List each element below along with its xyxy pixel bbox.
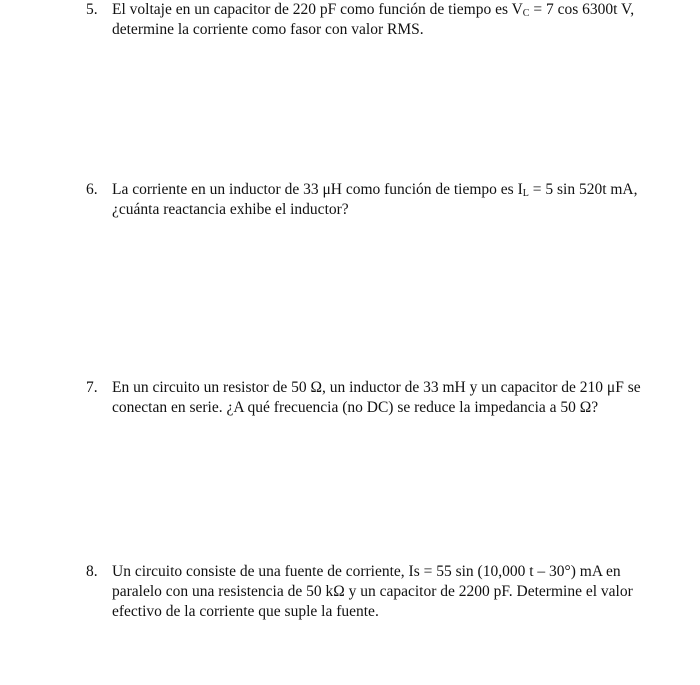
problem-text — [112, 180, 656, 220]
problem-number: 5. — [86, 1, 98, 18]
problem-number: 6. — [86, 181, 98, 198]
problem-line: efectivo de la corriente que suple la fuente. — [112, 603, 379, 620]
problem-line: paralelo con una resistencia de 50 kΩ y un capacitor de 2200 pF. Determine el valor — [112, 583, 633, 600]
problem-line: Un circuito consiste de una fuente de corriente, Is = 55 sin (10,000 t – 30°) mA en — [112, 563, 621, 580]
problem-text — [112, 562, 656, 622]
problem-line: conectan en serie. ¿A qué frecuencia (no DC) se reduce la impedancia a 50 Ω? — [112, 399, 599, 416]
problem-6 — [86, 180, 656, 220]
problem-line: En un circuito un resistor de 50 Ω, un inductor de 33 mH y un capacitor de 210 μF se — [112, 379, 641, 396]
problem-8 — [86, 562, 656, 622]
problem-text — [112, 378, 656, 418]
problem-number: 8. — [86, 563, 98, 580]
problem-line: La corriente en un inductor de 33 μH como función de tiempo es $I_L = 5$ sin 520t mA, — [112, 181, 638, 199]
problem-line: El voltaje en un capacitor de 220 pF como función de tiempo es $V_C = 7$ cos 6300t V, — [112, 1, 635, 19]
problem-7 — [86, 378, 656, 418]
problem-line: determine la corriente como fasor con valor RMS. — [112, 21, 424, 38]
problem-5 — [86, 0, 656, 40]
problem-line: ¿cuánta reactancia exhibe el inductor? — [112, 201, 349, 218]
problem-text — [112, 0, 656, 40]
problem-number: 7. — [86, 379, 98, 396]
